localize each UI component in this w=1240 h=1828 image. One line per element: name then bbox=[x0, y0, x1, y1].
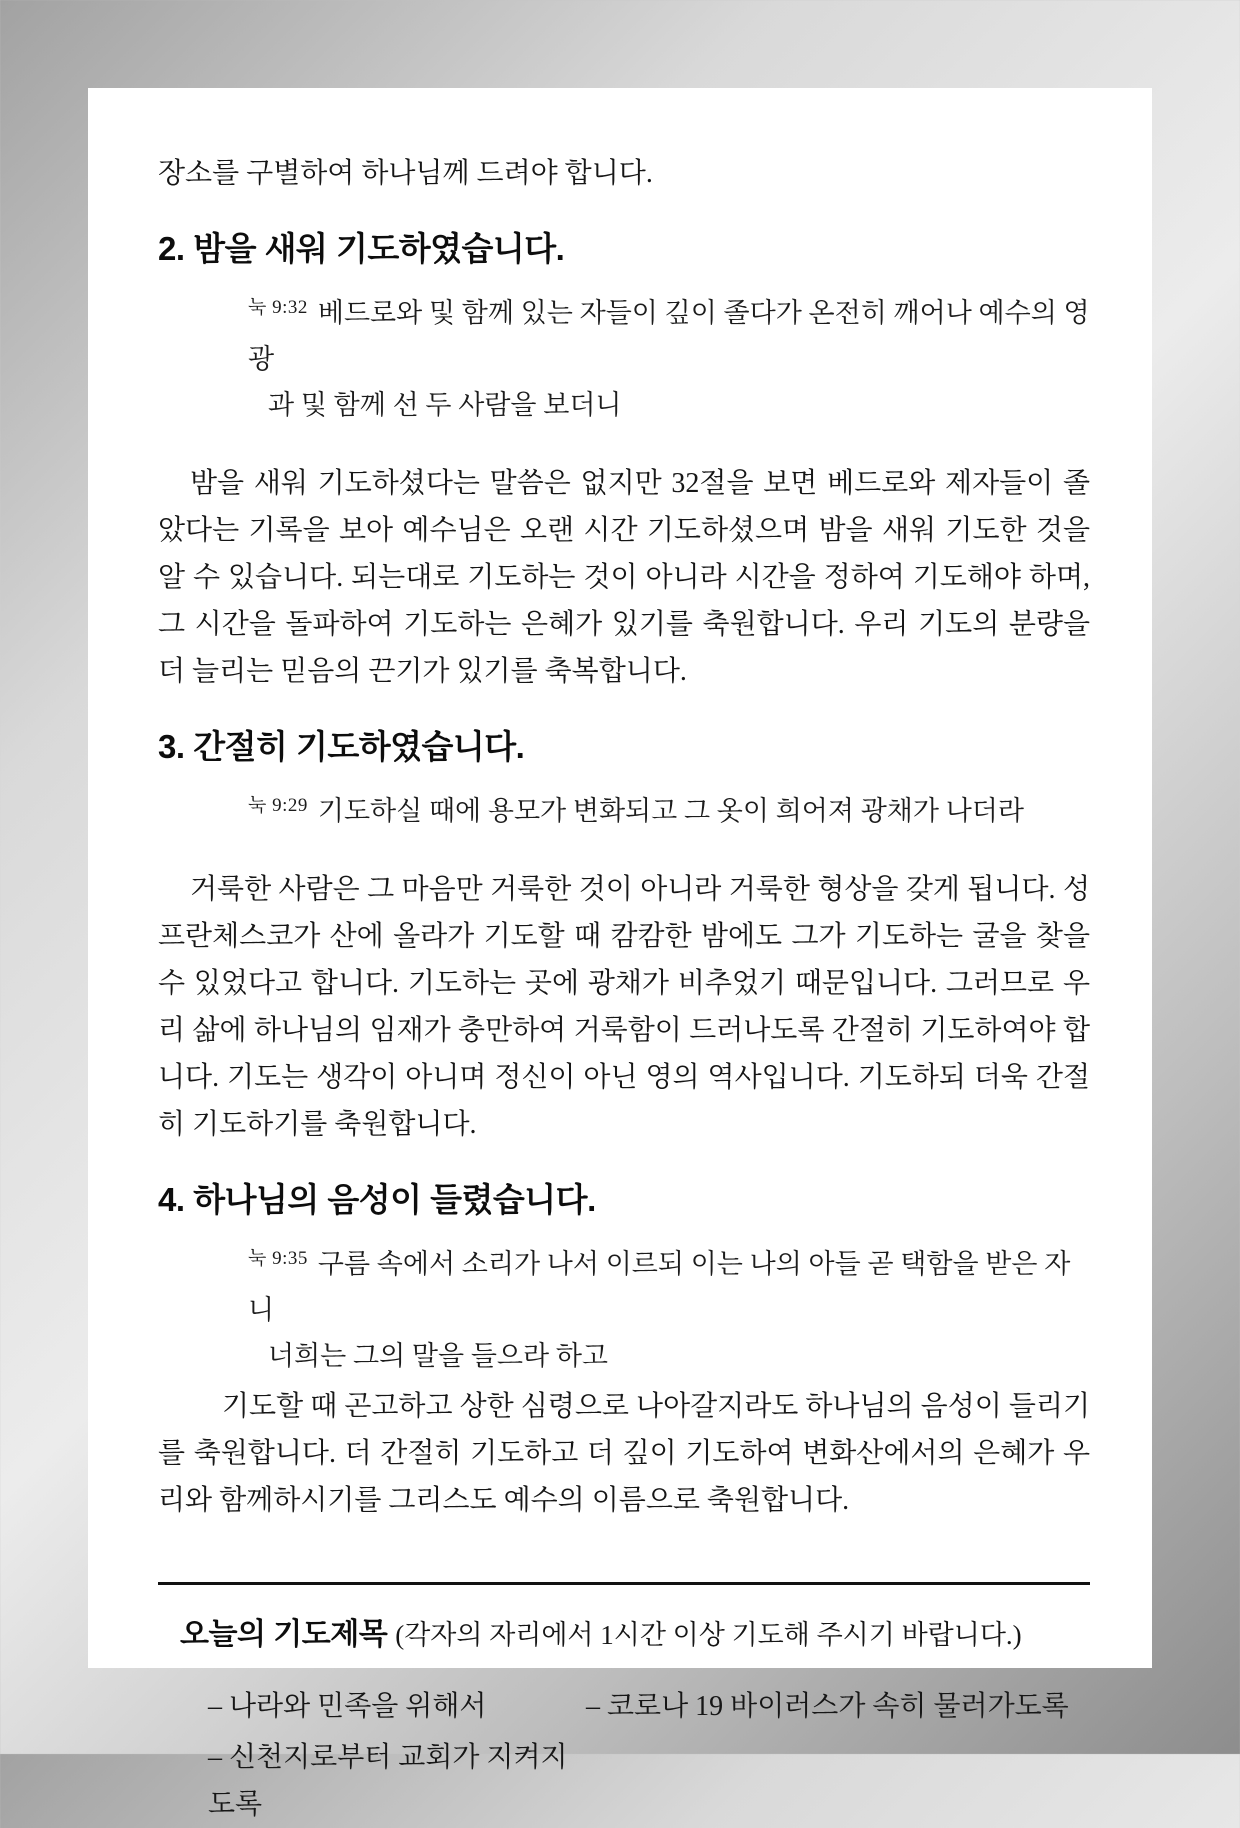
section-body-paragraph: 거룩한 사람은 그 마음만 거룩한 것이 아니라 거룩한 형상을 갖게 됩니다. 성 프란체스코가 산에 올라가 기도할 때 캄캄한 밤에도 그가 기도하는 굴을 찾을 수 있었다고 합니다. 기도하는 곳에 광채가 비추었기 때문입니다. 그러므로 우리 삶에 하나님의 임재가 충만하여 거룩함이 드러나도록 간절히 기도하여야 합니다. 기도는 생각이 아니며 정신이 아닌 영의 역사입니다. 기도하되 더욱 간절히 기도하기를 축원합니다. bbox=[158, 874, 1090, 1140]
verse-line bbox=[248, 1236, 1090, 1333]
section-heading: 3. 간절히 기도하였습니다. bbox=[158, 728, 525, 765]
verse-text: 기도하실 때에 용모가 변화되고 그 옷이 희어져 광채가 나더라 bbox=[317, 796, 1024, 826]
section-3-earnest-prayer bbox=[158, 727, 1090, 1148]
verse-reference: 눅 9:35 bbox=[248, 1248, 308, 1269]
document-page bbox=[88, 88, 1152, 1820]
section-4-gods-voice bbox=[158, 1180, 1090, 1524]
verse-line bbox=[248, 783, 1090, 834]
section-body-paragraph: 밤을 새워 기도하셨다는 말씀은 없지만 32절을 보면 베드로와 제자들이 졸았다는 기록을 보아 예수님은 오랜 시간 기도하셨으며 밤을 새워 기도한 것을 알 수 있습니다. 되는대로 기도하는 것이 아니라 시간을 정하여 기도해야 하며, 그 시간을 돌파하여 기도하는 은혜가 있기를 축원합니다. 우리 기도의 분량을 더 늘리는 믿음의 끈기가 있기를 축복합니다. bbox=[158, 468, 1090, 687]
section-heading: 2. 밤을 새워 기도하였습니다. bbox=[158, 230, 565, 267]
prayer-topics-list bbox=[208, 1683, 1090, 1828]
prayer-topics-row bbox=[208, 1683, 1090, 1730]
prayer-topics-note: (각자의 자리에서 1시간 이상 기도해 주시기 바랍니다.) bbox=[395, 1620, 1022, 1650]
section-body-paragraph: 기도할 때 곤고하고 상한 심령으로 나아갈지라도 하나님의 음성이 들리기를 축원합니다. 더 간절히 기도하고 더 깊이 기도하여 변화산에서의 은혜가 우리와 함께하시기를 그리스도 예수의 이름으로 축원합니다. bbox=[158, 1391, 1090, 1516]
footer-divider bbox=[158, 1582, 1090, 1585]
verse-line bbox=[248, 285, 1090, 382]
prayer-topic-item: – 코로나 19 바이러스가 속히 물러가도록 bbox=[586, 1691, 1069, 1722]
section-2-night-prayer bbox=[158, 229, 1090, 695]
prayer-topics-title: 오늘의 기도제목 bbox=[180, 1618, 388, 1651]
prayer-topic-item: – 신천지로부터 교회가 지켜지도록 bbox=[208, 1742, 568, 1820]
verse-text: 구름 속에서 소리가 나서 이르되 이는 나의 아들 곧 택함을 받은 자니 bbox=[248, 1249, 1071, 1325]
lead-paragraph: 장소를 구별하여 하나님께 드려야 합니다. bbox=[158, 158, 653, 189]
scripture-quote bbox=[248, 783, 1090, 834]
verse-text-continued: 과 및 함께 선 두 사람을 보더니 bbox=[268, 390, 622, 420]
section-heading: 4. 하나님의 음성이 들렸습니다. bbox=[158, 1181, 596, 1218]
verse-text-continued: 너희는 그의 말을 들으라 하고 bbox=[268, 1341, 608, 1371]
verse-reference: 눅 9:29 bbox=[248, 795, 308, 816]
verse-reference: 눅 9:32 bbox=[248, 297, 308, 318]
prayer-topics-header bbox=[180, 1615, 1090, 1655]
verse-text: 베드로와 및 함께 있는 자들이 깊이 졸다가 온전히 깨어나 예수의 영광 bbox=[248, 298, 1090, 374]
scripture-quote bbox=[248, 1236, 1090, 1379]
scripture-quote bbox=[248, 285, 1090, 428]
prayer-topic-item: – 나라와 민족을 위해서 bbox=[208, 1691, 487, 1722]
prayer-topics-row bbox=[208, 1734, 1090, 1828]
